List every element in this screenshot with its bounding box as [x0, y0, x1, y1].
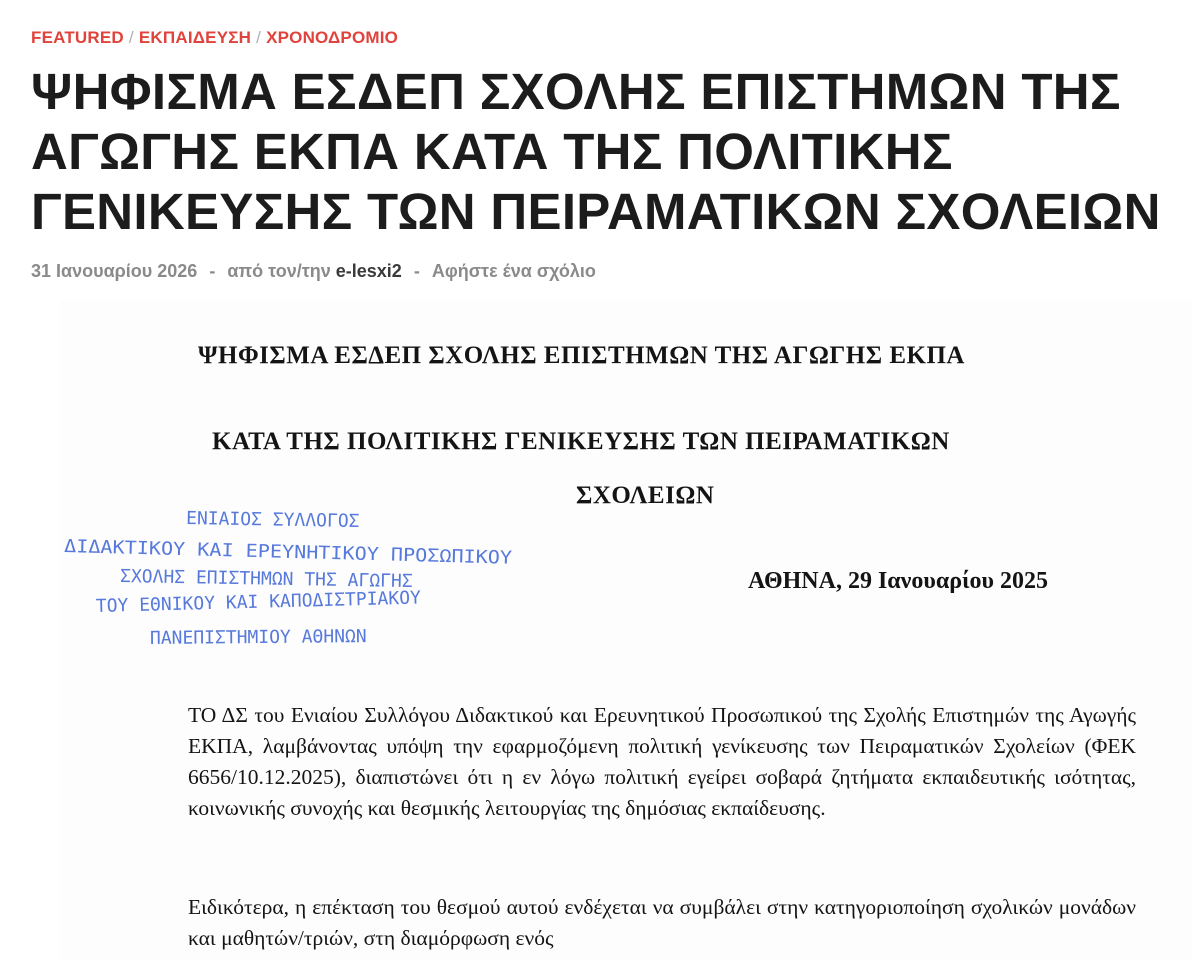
document-heading-line-2: ΚΑΤΑ ΤΗΣ ΠΟΛΙΤΙΚΗΣ ΓΕΝΙΚΕΥΣΗΣ ΤΩΝ ΠΕΙΡΑΜΑΤΙΚΩΝ [212, 428, 950, 455]
resolution-document-image [60, 300, 1192, 960]
author-link[interactable]: e-lesxi2 [335, 261, 402, 281]
stamp-line-3: ΣΧΟΛΗΣ ΕΠΙΣΤΗΜΩΝ ΤΗΣ ΑΓΩΓΗΣ [119, 566, 413, 593]
category-link-chronodromio[interactable]: ΧΡΟΝΟΔΡΟΜΙΟ [266, 28, 399, 47]
document-paragraph-1: ΤΟ ΔΣ του Ενιαίου Συλλόγου Διδακτικού και Ερευνητικού Προσωπικού της Σχολής Επιστημών της Αγωγής ΕΚΠΑ, λαμβάνοντας υπόψη την εφαρμοζόμενη πολιτική γενίκευσης των Πειραματικών Σχολείων (ΦΕΚ 6656/10.12.2025), διαπιστώνει ότι η εν λόγω πολιτική εγείρει σοβαρά ζητήματα εκπαιδευτικής ισότητας, κοινωνικής συνοχής και θεσμικής λειτουργίας της δημόσιας εκπαίδευσης. [188, 703, 1136, 820]
stamp-line-2: ΔΙΔΑΚΤΙΚΟΥ ΚΑΙ ΕΡΕΥΝΗΤΙΚΟΥ ΠΡΟΣΩΠΙΚΟΥ [63, 536, 466, 568]
breadcrumb [31, 28, 398, 48]
article-title: ΨΗΦΙΣΜΑ ΕΣΔΕΠ ΣΧΟΛΗΣ ΕΠΙΣΤΗΜΩΝ ΤΗΣ ΑΓΩΓΗΣ ΕΚΠΑ ΚΑΤΑ ΤΗΣ ΠΟΛΙΤΙΚΗΣ ΓΕΝΙΚΕΥΣΗΣ ΤΩΝ ΠΕΙΡΑΜΑΤΙΚΩΝ ΣΧΟΛΕΙΩΝ [31, 63, 1161, 240]
document-date: ΑΘΗΝΑ, 29 Ιανουαρίου 2025 [748, 568, 1048, 594]
stamp-line-4: ΤΟΥ ΕΘΝΙΚΟΥ ΚΑΙ ΚΑΠΟΔΙΣΤΡΙΑΚΟΥ [95, 587, 422, 617]
stamp-line-1: ΕΝΙΑΙΟΣ ΣΥΛΛΟΓΟΣ [185, 508, 360, 533]
stamp-line-5: ΠΑΝΕΠΙΣΤΗΜΙΟΥ ΑΘΗΝΩΝ [149, 626, 367, 649]
meta-separator: - [209, 261, 216, 281]
document-heading-line-1: ΨΗΦΙΣΜΑ ΕΣΔΕΠ ΣΧΟΛΗΣ ΕΠΙΣΤΗΜΩΝ ΤΗΣ ΑΓΩΓΗΣ ΕΚΠΑ [198, 342, 965, 369]
category-link-education[interactable]: ΕΚΠΑΙΔΕΥΣΗ [138, 28, 252, 47]
category-link-featured[interactable]: FEATURED [31, 28, 124, 47]
meta-separator: - [413, 261, 420, 281]
by-label: από τον/την [227, 261, 331, 281]
union-stamp [60, 500, 530, 670]
breadcrumb-separator: / [256, 28, 262, 47]
post-date: 31 Ιανουαρίου 2026 [31, 261, 198, 281]
article-meta [31, 261, 596, 282]
document-heading-line-3: ΣΧΟΛΕΙΩΝ [576, 482, 715, 509]
document-paragraph-2: Ειδικότερα, η επέκταση του θεσμού αυτού ενδέχεται να συμβάλει στην κατηγοριοποίηση σχολικών μονάδων και μαθητών/τριών, στη διαμόρφωση ενός [188, 895, 1136, 950]
leave-comment-link[interactable]: Αφήστε ένα σχόλιο [431, 261, 596, 281]
breadcrumb-separator: / [128, 28, 134, 47]
